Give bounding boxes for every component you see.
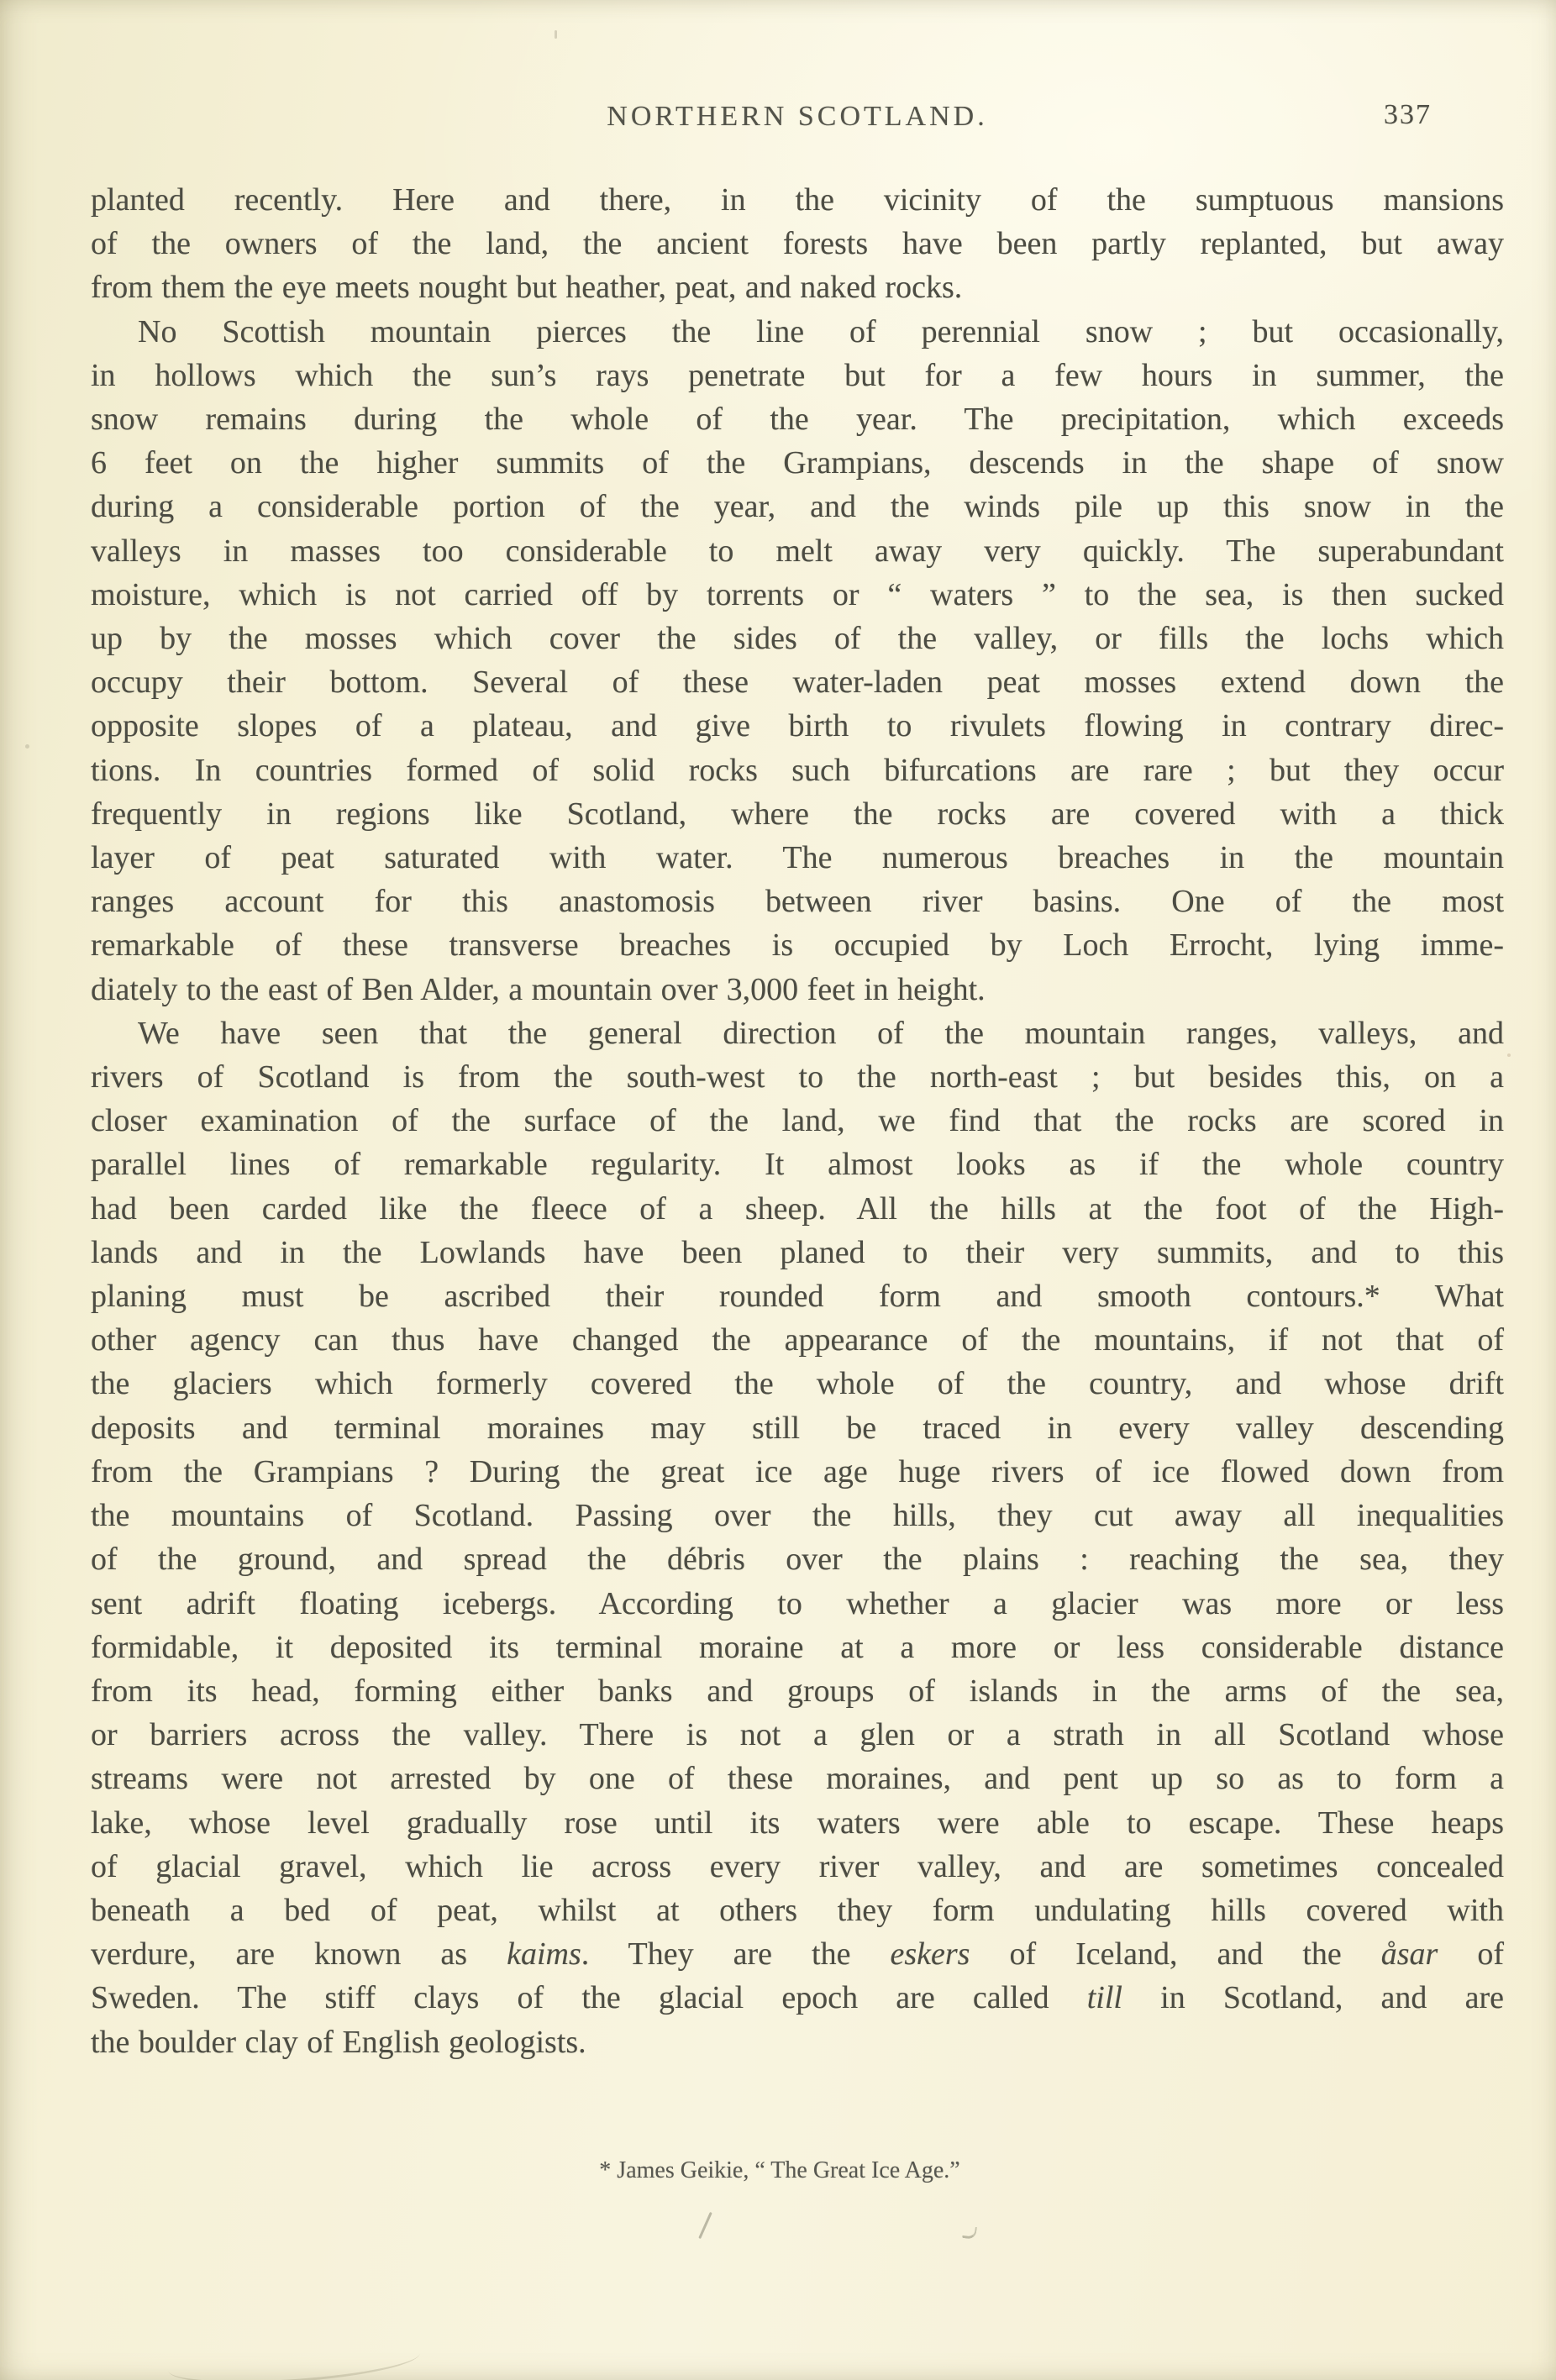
text-line: valleys in masses too considerable to melt away very quickly. The superabundant	[91, 533, 1504, 569]
text-line: closer examination of the surface of the land, we find that the rocks are scored in	[91, 1103, 1504, 1139]
text-line: from them the eye meets nought but heather, peat, and naked rocks.	[91, 270, 963, 306]
text-line: parallel lines of remarkable regularity. It almost looks as if the whole country	[91, 1147, 1504, 1183]
paper-speck	[1507, 1053, 1511, 1057]
text-line: lake, whose level gradually rose until its waters were able to escape. These heaps	[91, 1805, 1504, 1841]
text-line: frequently in regions like Scotland, where the rocks are covered with a thick	[91, 796, 1504, 832]
text-line: planing must be ascribed their rounded form and smooth contours.* What	[91, 1279, 1504, 1315]
footnote: * James Geikie, “ The Great Ice Age.”	[599, 2157, 960, 2183]
pencil-curve-mark	[167, 2334, 422, 2380]
text-line: the boulder clay of English geologists.	[91, 2024, 586, 2060]
text-line: of the owners of the land, the ancient forests have been partly replanted, but away	[91, 226, 1504, 262]
text-line: of the ground, and spread the débris over the plains : reaching the sea, they	[91, 1542, 1504, 1578]
text-line: up by the mosses which cover the sides of the valley, or fills the lochs which	[91, 621, 1504, 657]
text-line: snow remains during the whole of the year. The precipitation, which exceeds	[91, 402, 1504, 438]
text-line: No Scottish mountain pierces the line of perennial snow ; but occasionally,	[138, 313, 1504, 349]
text-line: planted recently. Here and there, in the vicinity of the sumptuous mansions	[91, 182, 1504, 218]
text-line: diately to the east of Ben Alder, a mountain over 3,000 feet in height.	[91, 971, 986, 1007]
text-line: lands and in the Lowlands have been planed to their very summits, and to this	[91, 1234, 1504, 1270]
text-line: Sweden. The stiff clays of the glacial epoch are called till in Scotland, and are	[91, 1980, 1504, 2016]
text-line: remarkable of these transverse breaches is occupied by Loch Errocht, lying imme-	[91, 927, 1504, 964]
text-line: ranges account for this anastomosis between river basins. One of the most	[91, 884, 1504, 920]
text-line: of glacial gravel, which lie across every river valley, and are sometimes concealed	[91, 1848, 1504, 1884]
text-line: We have seen that the general direction of the mountain ranges, valleys, and	[138, 1015, 1504, 1051]
pen-mark	[698, 2212, 712, 2239]
text-line: formidable, it deposited its terminal moraine at a more or less considerable distance	[91, 1629, 1504, 1665]
text-line: tions. In countries formed of solid rocks such bifurcations are rare ; but they occur	[91, 752, 1504, 788]
text-line: during a considerable portion of the year, and the winds pile up this snow in the	[91, 489, 1504, 525]
text-line: from its head, forming either banks and groups of islands in the arms of the sea,	[91, 1673, 1504, 1709]
text-line: layer of peat saturated with water. The numerous breaches in the mountain	[91, 840, 1504, 876]
text-line: streams were not arrested by one of these moraines, and pent up so as to form a	[91, 1761, 1504, 1797]
text-line: the mountains of Scotland. Passing over the hills, they cut away all inequalities	[91, 1498, 1504, 1534]
text-line: occupy their bottom. Several of these water-laden peat mosses extend down the	[91, 665, 1504, 701]
text-line: moisture, which is not carried off by torrents or “ waters ” to the sea, is then sucked	[91, 576, 1504, 612]
text-line: from the Grampians ? During the great ice age huge rivers of ice flowed down from	[91, 1453, 1504, 1489]
text-line: opposite slopes of a plateau, and give birth to rivulets flowing in contrary direc-	[91, 708, 1504, 744]
text-line: 6 feet on the higher summits of the Grampians, descends in the shape of snow	[91, 445, 1504, 481]
text-line: beneath a bed of peat, whilst at others they form undulating hills covered with	[91, 1892, 1504, 1928]
text-line: rivers of Scotland is from the south-west to the north-east ; but besides this, on a	[91, 1059, 1504, 1095]
paper-speck	[25, 744, 29, 749]
text-line: deposits and terminal moraines may still be traced in every valley descending	[91, 1410, 1504, 1446]
running-head-title: NORTHERN SCOTLAND.	[607, 101, 988, 132]
page-body	[91, 178, 1504, 2064]
text-line: sent adrift floating icebergs. According to whether a glacier was more or less	[91, 1585, 1504, 1621]
pen-mark	[962, 2225, 977, 2240]
page-number: 337	[1384, 99, 1432, 130]
text-line: verdure, are known as kaims. They are the eskers of Iceland, and the åsar of	[91, 1936, 1505, 1973]
text-line: in hollows which the sun’s rays penetrate but for a few hours in summer, the	[91, 357, 1504, 393]
text-line: had been carded like the fleece of a sheep. All the hills at the foot of the High-	[91, 1190, 1504, 1227]
text-line: or barriers across the valley. There is not a glen or a strath in all Scotland whose	[91, 1717, 1504, 1753]
text-line: the glaciers which formerly covered the whole of the country, and whose drift	[91, 1366, 1504, 1402]
paper-speck	[555, 30, 557, 39]
text-line: other agency can thus have changed the appearance of the mountains, if not that of	[91, 1322, 1504, 1358]
